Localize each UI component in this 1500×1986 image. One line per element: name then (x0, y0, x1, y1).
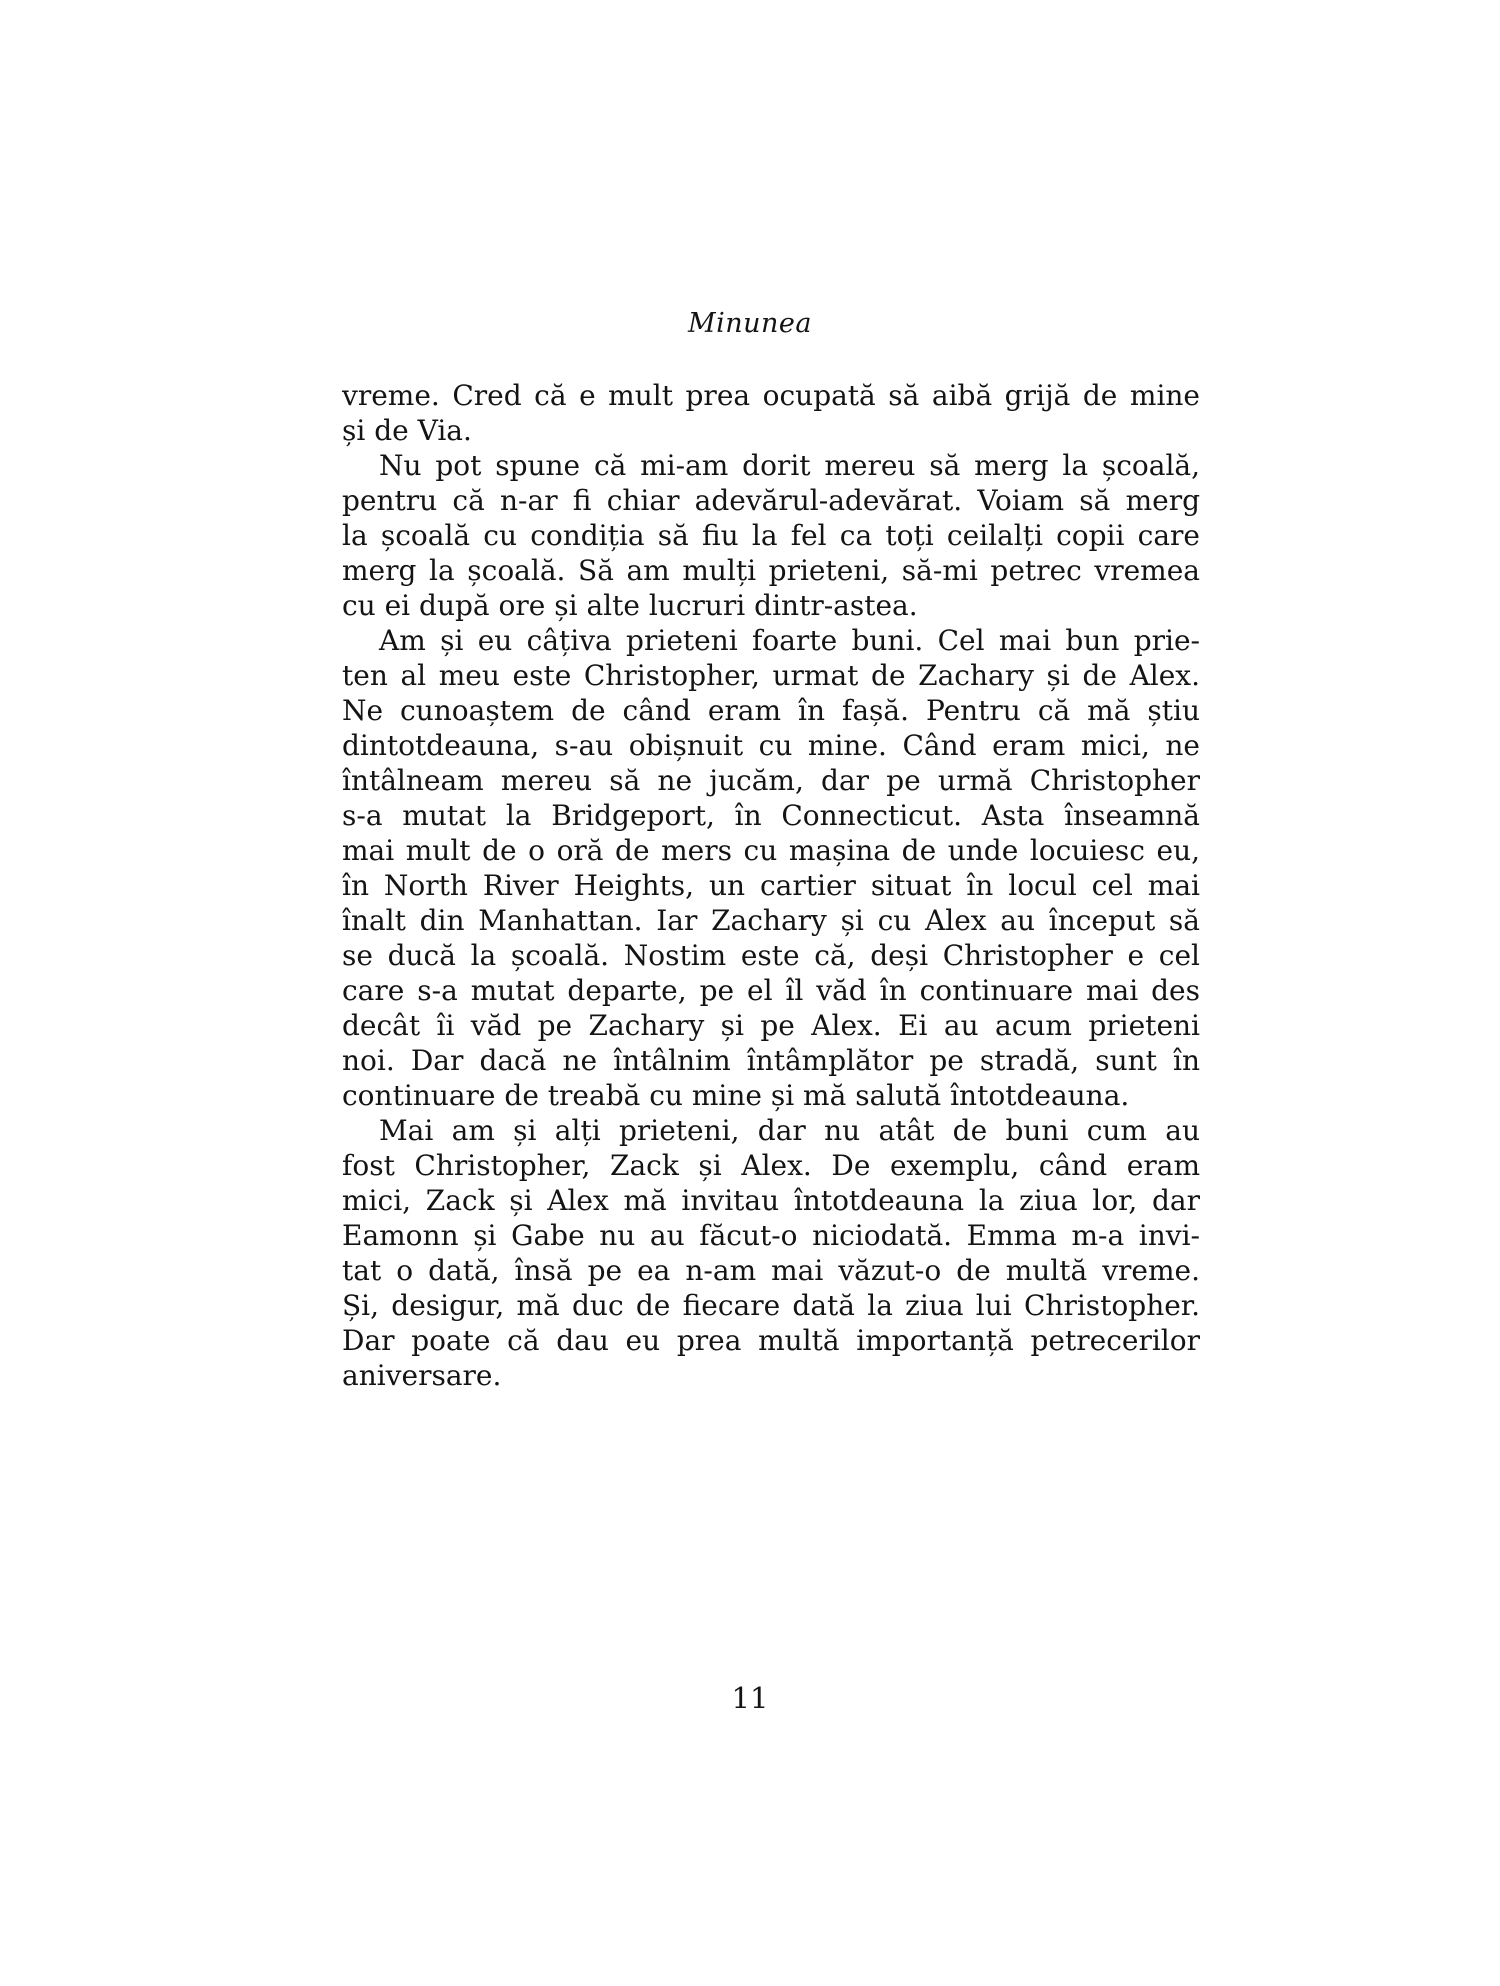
text-line: decât îi văd pe Zachary și pe Alex. Ei au acum prieteni (342, 1009, 1200, 1042)
text-line: s-a mutat la Bridgeport, în Connecticut. Asta înseamnă (342, 799, 1200, 832)
text-line: pentru că n-ar fi chiar adevărul-adevărat. Voiam să merg (342, 484, 1200, 517)
running-head: Minunea (687, 308, 813, 339)
text-line: dintotdeauna, s-au obișnuit cu mine. Când eram mici, ne (342, 729, 1200, 762)
text-line: Nu pot spune că mi-am dorit mereu să merg la școală, (379, 449, 1200, 482)
text-line: în North River Heights, un cartier situat în locul cel mai (342, 869, 1200, 902)
text-line: întâlneam mereu să ne jucăm, dar pe urmă Christopher (342, 764, 1200, 797)
text-line: ten al meu este Christopher, urmat de Zachary și de Alex. (342, 659, 1200, 692)
page-number: 11 (731, 1681, 769, 1715)
text-line: Și, desigur, mă duc de fiecare dată la ziua lui Christopher. (342, 1289, 1200, 1322)
text-line: merg la școală. Să am mulți prieteni, să-mi petrec vremea (342, 554, 1200, 587)
paragraph (342, 448, 1200, 623)
text-line: care s-a mutat departe, pe el îl văd în continuare mai des (342, 974, 1200, 1007)
text-line: la școală cu condiția să fiu la fel ca toți ceilalți copii care (342, 519, 1200, 552)
text-line: tat o dată, însă pe ea n-am mai văzut-o de multă vreme. (342, 1254, 1200, 1287)
text-line: și de Via. (342, 414, 472, 447)
text-line: noi. Dar dacă ne întâlnim întâmplător pe stradă, sunt în (342, 1044, 1200, 1077)
text-line: Am și eu câțiva prieteni foarte buni. Cel mai bun prie- (379, 624, 1200, 657)
text-line: Ne cunoaștem de când eram în fașă. Pentru că mă știu (342, 694, 1200, 727)
text-line: Eamonn și Gabe nu au făcut-o niciodată. Emma m-a invi- (342, 1219, 1200, 1252)
text-line: se ducă la școală. Nostim este că, deși Christopher e cel (342, 939, 1200, 972)
text-line: fost Christopher, Zack și Alex. De exemplu, când eram (342, 1149, 1200, 1182)
text-line: cu ei după ore și alte lucruri dintr-astea. (342, 589, 918, 622)
text-line: Dar poate că dau eu prea multă importanță petrecerilor (342, 1324, 1200, 1357)
text-line: mai mult de o oră de mers cu mașina de unde locuiesc eu, (342, 834, 1200, 867)
text-line: vreme. Cred că e mult prea ocupată să aibă grijă de mine (342, 379, 1200, 412)
text-line: mici, Zack și Alex mă invitau întotdeauna la ziua lor, dar (342, 1184, 1200, 1217)
text-line: aniversare. (342, 1359, 502, 1392)
text-line: Mai am și alți prieteni, dar nu atât de buni cum au (379, 1114, 1200, 1147)
body-text (342, 378, 1200, 1393)
paragraph (342, 623, 1200, 1113)
text-line: înalt din Manhattan. Iar Zachary și cu Alex au început să (342, 904, 1200, 937)
paragraph (342, 378, 1200, 448)
text-line: continuare de treabă cu mine și mă salută întotdeauna. (342, 1079, 1130, 1112)
paragraph (342, 1113, 1200, 1393)
